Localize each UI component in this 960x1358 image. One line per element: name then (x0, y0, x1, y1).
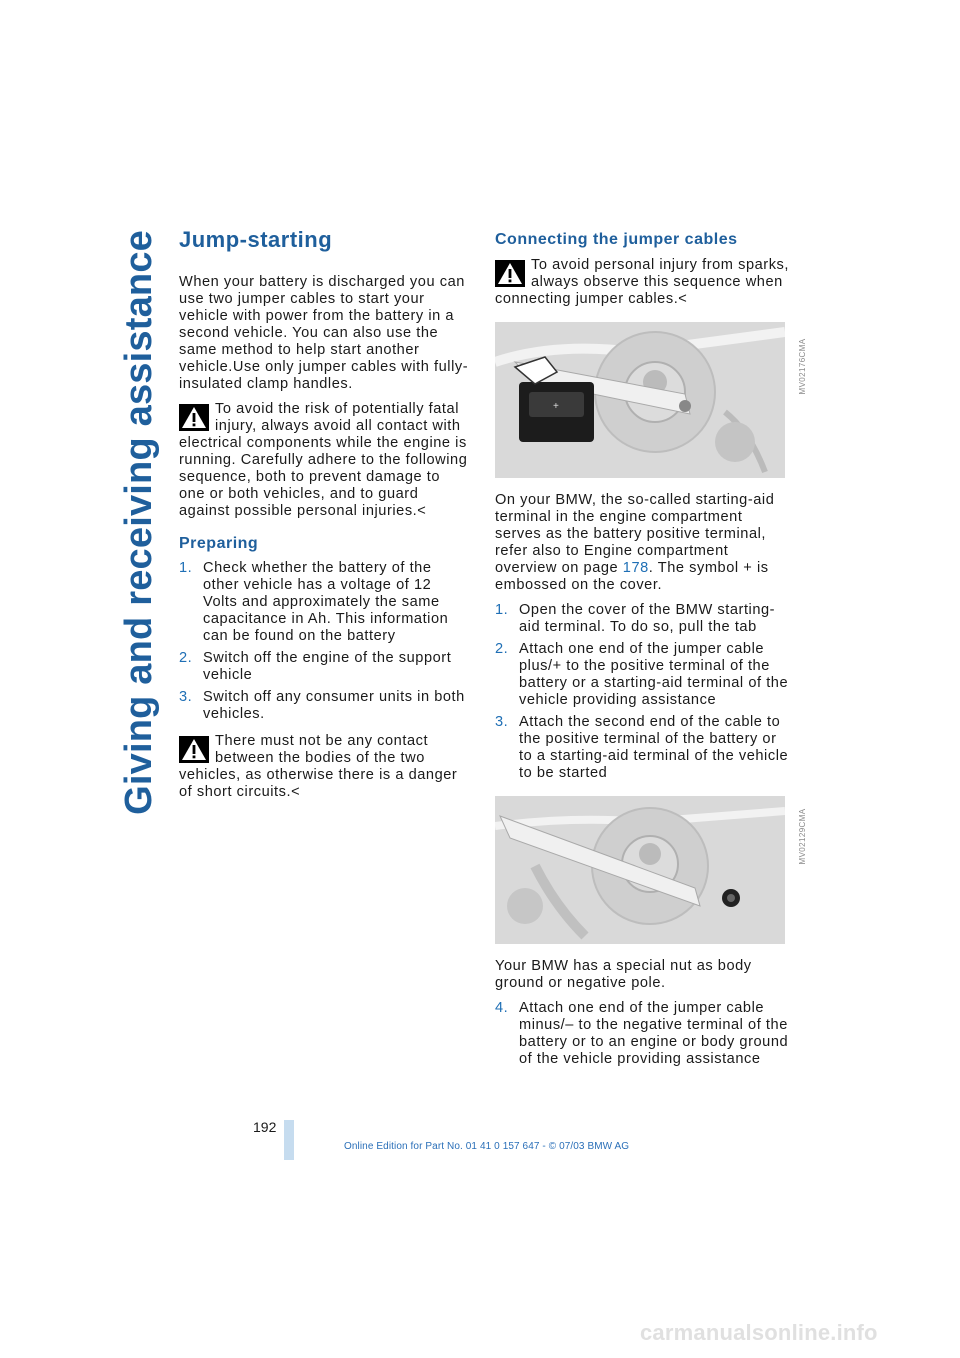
starting-aid-paragraph (495, 492, 790, 594)
site-watermark: carmanualsonline.info (640, 1320, 878, 1345)
paragraph-text: On your BMW, the so-called starting-aid terminal in the engine compartment serves as the battery positive terminal, refer also to Engine compartment overview on page (495, 492, 775, 576)
connecting-steps (495, 602, 790, 782)
step-text: Attach one end of the jumper cable minus/– to the negative terminal of the battery or to an engine or body ground of the vehicle providing assistance (519, 1000, 789, 1067)
figure-code: MV02176CMA (798, 338, 807, 395)
list-item (495, 714, 790, 782)
step-text: Attach the second end of the cable to the positive terminal of the battery or to a starting-aid terminal of the vehicle to be started (519, 714, 789, 781)
footer-edition-text: Online Edition for Part No. 01 41 0 157 647 - © 07/03 BMW AG (344, 1141, 630, 1152)
warning-text: To avoid personal injury from sparks, always observe this sequence when connecting jumper cables.< (495, 257, 790, 307)
footer-accent-bar (284, 1120, 294, 1160)
list-item (495, 641, 790, 709)
right-column (495, 226, 807, 1078)
page-reference-link[interactable]: 178 (622, 560, 649, 576)
ground-nut-paragraph: Your BMW has a special nut as body ground or negative pole. (495, 958, 752, 991)
step-number: 4. (495, 1000, 509, 1016)
warning-triangle-icon (179, 404, 209, 431)
side-section-title: Giving and receiving assistance (118, 230, 160, 815)
page-number: 192 (253, 1119, 277, 1135)
list-item (179, 689, 469, 723)
list-item (495, 1000, 790, 1068)
step-text: Open the cover of the BMW starting-aid terminal. To do so, pull the tab (519, 602, 776, 635)
paragraph-text: . The symbol + is embossed on the cover. (495, 560, 769, 593)
step-number: 3. (495, 714, 509, 730)
preparing-steps (179, 560, 469, 723)
engine-compartment-image (495, 322, 785, 478)
starting-aid-terminal-illustration (495, 322, 807, 478)
step-number: 1. (179, 560, 193, 576)
warning-text: To avoid the risk of potentially fatal injury, always avoid all contact with electrical components while the engine is running. Carefully adhere to the following sequence, both to prevent damage to one or both vehicles, and to guard against possible personal injuries.< (179, 401, 468, 519)
ground-nut-illustration (495, 796, 807, 944)
warning-block-fatal-injury (179, 401, 469, 520)
warning-block-sparks (495, 257, 790, 308)
step-text: Attach one end of the jumper cable plus/+ to the positive terminal of the battery or a starting-aid terminal of the vehicle providing assistance (519, 641, 789, 708)
jump-starting-heading: Jump-starting (179, 227, 333, 252)
step-number: 2. (179, 650, 193, 666)
step-number: 1. (495, 602, 509, 618)
intro-paragraph: When your battery is discharged you can use two jumper cables to start your vehicle with power from the battery in a second vehicle. You can also use the same method to help start another vehicle.Use only jumper cables with fully-insulated clamp handles. (179, 274, 469, 392)
preparing-heading: Preparing (179, 535, 259, 552)
left-column (179, 226, 469, 815)
step-text: Switch off any consumer units in both vehicles. (203, 689, 465, 722)
connecting-cables-heading: Connecting the jumper cables (495, 231, 738, 248)
svg-text:+: + (553, 401, 560, 412)
list-item (179, 560, 469, 645)
step-number: 2. (495, 641, 509, 657)
warning-block-short-circuit (179, 733, 469, 801)
figure-code: MV02129CMA (798, 808, 807, 865)
connecting-steps-continued (495, 1000, 790, 1068)
step-text: Check whether the battery of the other vehicle has a voltage of 12 Volts and approximately the same capacitance in Ah. This information can be found on the battery (203, 560, 449, 644)
step-number: 3. (179, 689, 193, 705)
warning-text: There must not be any contact between the bodies of the two vehicles, as otherwise there is a danger of short circuits.< (179, 733, 458, 800)
step-text: Switch off the engine of the support vehicle (203, 650, 452, 683)
list-item (179, 650, 469, 684)
warning-triangle-icon (495, 260, 525, 287)
list-item (495, 602, 790, 636)
engine-compartment-image (495, 796, 785, 944)
warning-triangle-icon (179, 736, 209, 763)
